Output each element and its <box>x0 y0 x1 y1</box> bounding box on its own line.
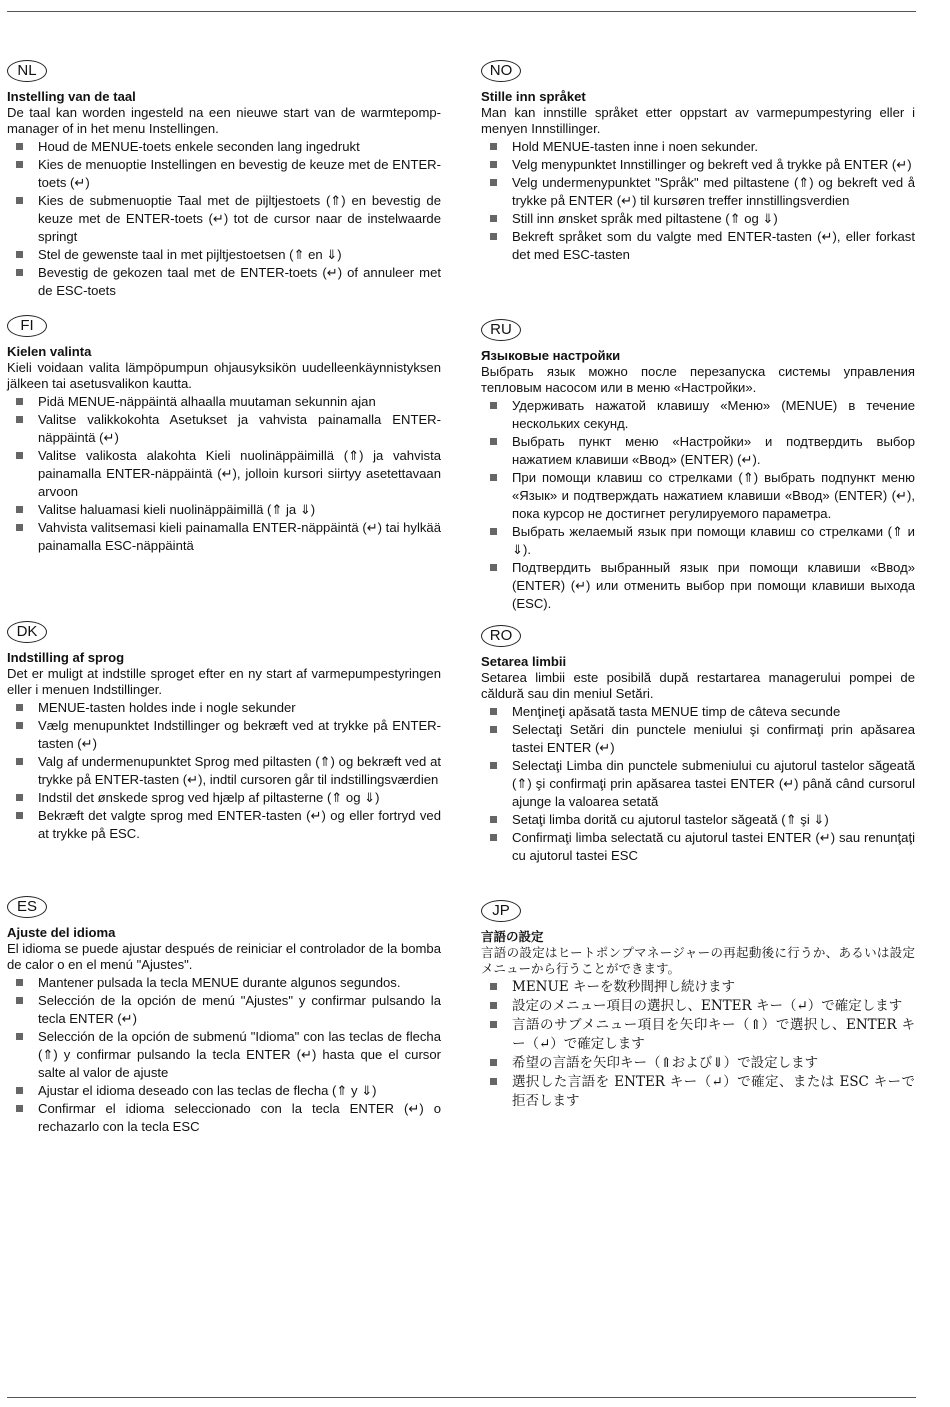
section-ro <box>481 625 915 865</box>
square-bullet-icon <box>490 762 497 769</box>
section-intro: El idioma se puede ajustar después de reiniciar el controlador de la bomba de calor o en el menú "Ajustes". <box>7 941 441 972</box>
list-item <box>7 192 441 246</box>
section-heading: Setarea limbii <box>481 654 567 669</box>
square-bullet-icon <box>490 474 497 481</box>
list-item-text: MENUE-tasten holdes inde i nogle sekunder <box>38 700 296 715</box>
top-rule <box>7 11 916 12</box>
square-bullet-icon <box>490 179 497 186</box>
section-intro: Выбрать язык можно после перезапуска системы управления тепловым насосом или в меню «Настройки». <box>481 364 915 395</box>
language-badge-no: NO <box>481 60 521 82</box>
square-bullet-icon <box>490 1078 497 1085</box>
list-item-text: Stel de gewenste taal in met pijltjestoetsen (⇑ en ⇓) <box>38 247 342 262</box>
square-bullet-icon <box>16 416 23 423</box>
list-item-text: Velg undermenypunktet "Språk" med piltastene (⇑) og bekreft ved å trykke på ENTER (↵) til kursøren treffer innstillingsverdien <box>512 175 915 208</box>
list-item-text: 設定のメニュー項目の選択し、ENTER キー（↵）で確定します <box>512 998 903 1014</box>
list-item-text: Setaţi limba dorită cu ajutorul tastelor săgeată (⇑ şi ⇓) <box>512 812 829 827</box>
list-item-text: Selección de la opción de menú "Ajustes" y confirmar pulsando la tecla ENTER (↵) <box>38 993 441 1026</box>
section-intro: Setarea limbii este posibilă după restartarea managerului pompei de căldură sau din meniul Setări. <box>481 670 915 701</box>
list-item <box>481 1016 915 1054</box>
list-item <box>481 703 915 721</box>
section-intro: Kieli voidaan valita lämpöpumpun ohjausyksikön uudelleenkäynnistyksen jälkeen tai asetusvalikon kautta. <box>7 360 441 391</box>
list-item-text: Menţineţi apăsată tasta MENUE timp de câteva secunde <box>512 704 841 719</box>
list-item <box>481 138 915 156</box>
list-item-text: Vælg menupunktet Indstillinger og bekræft ved at trykke på ENTER-tasten (↵) <box>38 718 441 751</box>
language-badge-ro: RO <box>481 625 521 647</box>
list-item <box>481 1054 915 1073</box>
list-item <box>481 721 915 757</box>
square-bullet-icon <box>490 1021 497 1028</box>
square-bullet-icon <box>16 1087 23 1094</box>
list-item <box>481 757 915 811</box>
list-item-text: Valg af undermenupunktet Sprog med piltasten (⇑) og bekræft ved at trykke på ENTER-tasten (↵), indtil cursoren går til indstillingsværdien <box>38 754 441 787</box>
list-item <box>7 519 441 555</box>
square-bullet-icon <box>16 269 23 276</box>
list-item <box>7 1082 441 1100</box>
list-item-text: Still inn ønsket språk med piltastene (⇑ og ⇓) <box>512 211 778 226</box>
square-bullet-icon <box>490 528 497 535</box>
square-bullet-icon <box>16 997 23 1004</box>
square-bullet-icon <box>490 834 497 841</box>
list-item <box>7 246 441 264</box>
square-bullet-icon <box>490 816 497 823</box>
list-item <box>481 174 915 210</box>
step-list <box>7 138 441 300</box>
list-item <box>7 974 441 992</box>
square-bullet-icon <box>490 1002 497 1009</box>
square-bullet-icon <box>490 215 497 222</box>
list-item-text: Подтвердить выбранный язык при помощи клавиши «Ввод» (ENTER) (↵) или отменить выбор при помощи клавиши выхода (ESC). <box>512 560 915 611</box>
list-item <box>7 753 441 789</box>
section-dk <box>7 621 441 843</box>
list-item-text: Vahvista valitsemasi kieli painamalla ENTER-näppäintä (↵) tai hylkää painamalla ESC-näppäintä <box>38 520 441 553</box>
list-item <box>481 1073 915 1111</box>
square-bullet-icon <box>490 438 497 445</box>
list-item-text: Bevestig de gekozen taal met de ENTER-toets (↵) of annuleer met de ESC-toets <box>38 265 441 298</box>
language-badge-es: ES <box>7 896 47 918</box>
square-bullet-icon <box>16 1033 23 1040</box>
square-bullet-icon <box>16 794 23 801</box>
language-badge-jp: JP <box>481 900 521 922</box>
list-item <box>7 138 441 156</box>
square-bullet-icon <box>490 233 497 240</box>
list-item-text: Pidä MENUE-näppäintä alhaalla muutaman sekunnin ajan <box>38 394 376 409</box>
list-item-text: Selección de la opción de submenú "Idioma" con las teclas de flecha (⇑) y confirmar pulsando la tecla ENTER (↵) hasta que el cursor salte al valor de ajuste <box>38 1029 441 1080</box>
section-intro: Det er muligt at indstille sproget efter en ny start af varmepumpestyringen eller i menuen Indstillinger. <box>7 666 441 697</box>
step-list <box>7 393 441 555</box>
square-bullet-icon <box>16 398 23 405</box>
list-item <box>481 523 915 559</box>
list-item-text: Kies de submenuoptie Taal met de pijltjestoets (⇑) en bevestig de keuze met de ENTER-toets (↵) tot de cursor naar de instelwaarde springt <box>38 193 441 244</box>
section-ru <box>481 319 915 613</box>
list-item <box>7 501 441 519</box>
list-item-text: 言語のサブメニュー項目を矢印キー（⇑）で選択し、ENTER キー（↵）で確定します <box>512 1017 915 1052</box>
list-item <box>7 411 441 447</box>
language-badge-nl: NL <box>7 60 47 82</box>
square-bullet-icon <box>490 402 497 409</box>
list-item <box>7 699 441 717</box>
list-item <box>481 829 915 865</box>
list-item-text: MENUE キーを数秒間押し続けます <box>512 979 736 995</box>
list-item <box>481 397 915 433</box>
list-item <box>481 559 915 613</box>
square-bullet-icon <box>16 979 23 986</box>
square-bullet-icon <box>16 197 23 204</box>
language-badge-ru: RU <box>481 319 521 341</box>
square-bullet-icon <box>490 726 497 733</box>
list-item-text: Selectaţi Setări din punctele meniului şi confirmaţi prin apăsarea tastei ENTER (↵) <box>512 722 915 755</box>
square-bullet-icon <box>16 524 23 531</box>
section-heading: Kielen valinta <box>7 344 92 359</box>
list-item-text: 選択した言語を ENTER キー（↵）で確定、または ESC キーで拒否します <box>512 1074 915 1109</box>
list-item-text: Kies de menuoptie Instellingen en bevestig de keuze met de ENTER-toets (↵) <box>38 157 441 190</box>
list-item <box>7 393 441 411</box>
square-bullet-icon <box>16 722 23 729</box>
list-item-text: Selectaţi Limba din punctele submeniului cu ajutorul tastelor săgeată (⇑) şi confirmaţi prin apăsarea tastei ENTER (↵) până când cursorul ajunge la valoarea setată <box>512 758 915 809</box>
section-no <box>481 60 915 264</box>
section-heading: Instelling van de taal <box>7 89 136 104</box>
square-bullet-icon <box>490 1059 497 1066</box>
square-bullet-icon <box>16 1105 23 1112</box>
square-bullet-icon <box>16 143 23 150</box>
list-item <box>481 228 915 264</box>
list-item <box>481 997 915 1016</box>
list-item-text: Velg menypunktet Innstillinger og bekreft ved å trykke på ENTER (↵) <box>512 157 912 172</box>
step-list <box>481 138 915 264</box>
square-bullet-icon <box>16 812 23 819</box>
list-item-text: Confirmaţi limba selectată cu ajutorul tastei ENTER (↵) sau renunţaţi cu ajutorul tastei ESC <box>512 830 915 863</box>
list-item <box>7 156 441 192</box>
list-item <box>7 992 441 1028</box>
list-item-text: Valitse valikosta alakohta Kieli nuolinäppäimillä (⇑) ja vahvista painamalla ENTER-näppäintä (↵), jolloin kursori siirtyy asetettavaan arvoon <box>38 448 441 499</box>
list-item-text: Mantener pulsada la tecla MENUE durante algunos segundos. <box>38 975 401 990</box>
square-bullet-icon <box>16 251 23 258</box>
square-bullet-icon <box>16 704 23 711</box>
square-bullet-icon <box>490 564 497 571</box>
section-heading: Stille inn språket <box>481 89 586 104</box>
list-item-text: Bekræft det valgte sprog med ENTER-tasten (↵) og eller fortryd ved at trykke på ESC. <box>38 808 441 841</box>
list-item <box>7 717 441 753</box>
list-item-text: 希望の言語を矢印キー（⇑および⇓）で設定します <box>512 1055 819 1071</box>
list-item <box>481 469 915 523</box>
list-item <box>7 264 441 300</box>
square-bullet-icon <box>490 161 497 168</box>
list-item <box>481 433 915 469</box>
list-item <box>481 811 915 829</box>
list-item <box>7 807 441 843</box>
section-heading: Языковые настройки <box>481 348 621 363</box>
list-item <box>7 1100 441 1136</box>
step-list <box>481 978 915 1111</box>
list-item <box>481 156 915 174</box>
section-heading: Ajuste del idioma <box>7 925 116 940</box>
list-item <box>481 210 915 228</box>
section-es <box>7 896 441 1136</box>
list-item-text: Valitse haluamasi kieli nuolinäppäimillä (⇑ ja ⇓) <box>38 502 316 517</box>
section-intro: Man kan innstille språket etter oppstart av varmepumpestyring eller i menyen Innstillinger. <box>481 105 915 136</box>
list-item <box>7 447 441 501</box>
list-item-text: Confirmar el idioma seleccionado con la tecla ENTER (↵) o rechazarlo con la tecla ESC <box>38 1101 441 1134</box>
list-item-text: Valitse valikkokohta Asetukset ja vahvista painamalla ENTER-näppäintä (↵) <box>38 412 441 445</box>
square-bullet-icon <box>16 161 23 168</box>
section-jp <box>481 900 915 1111</box>
language-badge-fi: FI <box>7 315 47 337</box>
section-nl <box>7 60 441 300</box>
list-item-text: Bekreft språket som du valgte med ENTER-tasten (↵), eller forkast det med ESC-tasten <box>512 229 915 262</box>
list-item-text: При помощи клавиш со стрелками (⇑) выбрать подпункт меню «Язык» и подтверждать нажатием клавиши «Ввод» (ENTER) (↵), пока курсор не достигнет регулируемого параметра. <box>512 470 915 521</box>
section-heading: 言語の設定 <box>481 929 544 944</box>
section-heading: Indstilling af sprog <box>7 650 125 665</box>
list-item-text: Ajustar el idioma deseado con las teclas de flecha (⇑ y ⇓) <box>38 1083 377 1098</box>
list-item-text: Выбрать желаемый язык при помощи клавиш со стрелками (⇑ и ⇓). <box>512 524 915 557</box>
square-bullet-icon <box>490 708 497 715</box>
list-item <box>7 789 441 807</box>
square-bullet-icon <box>16 452 23 459</box>
square-bullet-icon <box>490 143 497 150</box>
list-item <box>481 978 915 997</box>
section-intro: De taal kan worden ingesteld na een nieuwe start van de warmtepomp-manager of in het menu Instellingen. <box>7 105 441 136</box>
language-badge-dk: DK <box>7 621 47 643</box>
step-list <box>481 703 915 865</box>
step-list <box>7 974 441 1136</box>
bottom-rule <box>7 1397 916 1398</box>
list-item-text: Удерживать нажатой клавишу «Меню» (MENUE) в течение нескольких секунд. <box>512 398 915 431</box>
list-item <box>7 1028 441 1082</box>
square-bullet-icon <box>16 506 23 513</box>
section-fi <box>7 315 441 555</box>
list-item-text: Hold MENUE-tasten inne i noen sekunder. <box>512 139 759 154</box>
section-intro: 言語の設定はヒートポンプマネージャーの再起動後に行うか、あるいは設定メニューから行うことができます。 <box>481 945 915 976</box>
list-item-text: Выбрать пункт меню «Настройки» и подтвердить выбор нажатием клавиши «Ввод» (ENTER) (↵). <box>512 434 915 467</box>
square-bullet-icon <box>16 758 23 765</box>
list-item-text: Indstil det ønskede sprog ved hjælp af piltasterne (⇑ og ⇓) <box>38 790 380 805</box>
step-list <box>481 397 915 613</box>
list-item-text: Houd de MENUE-toets enkele seconden lang ingedrukt <box>38 139 360 154</box>
square-bullet-icon <box>490 983 497 990</box>
step-list <box>7 699 441 843</box>
